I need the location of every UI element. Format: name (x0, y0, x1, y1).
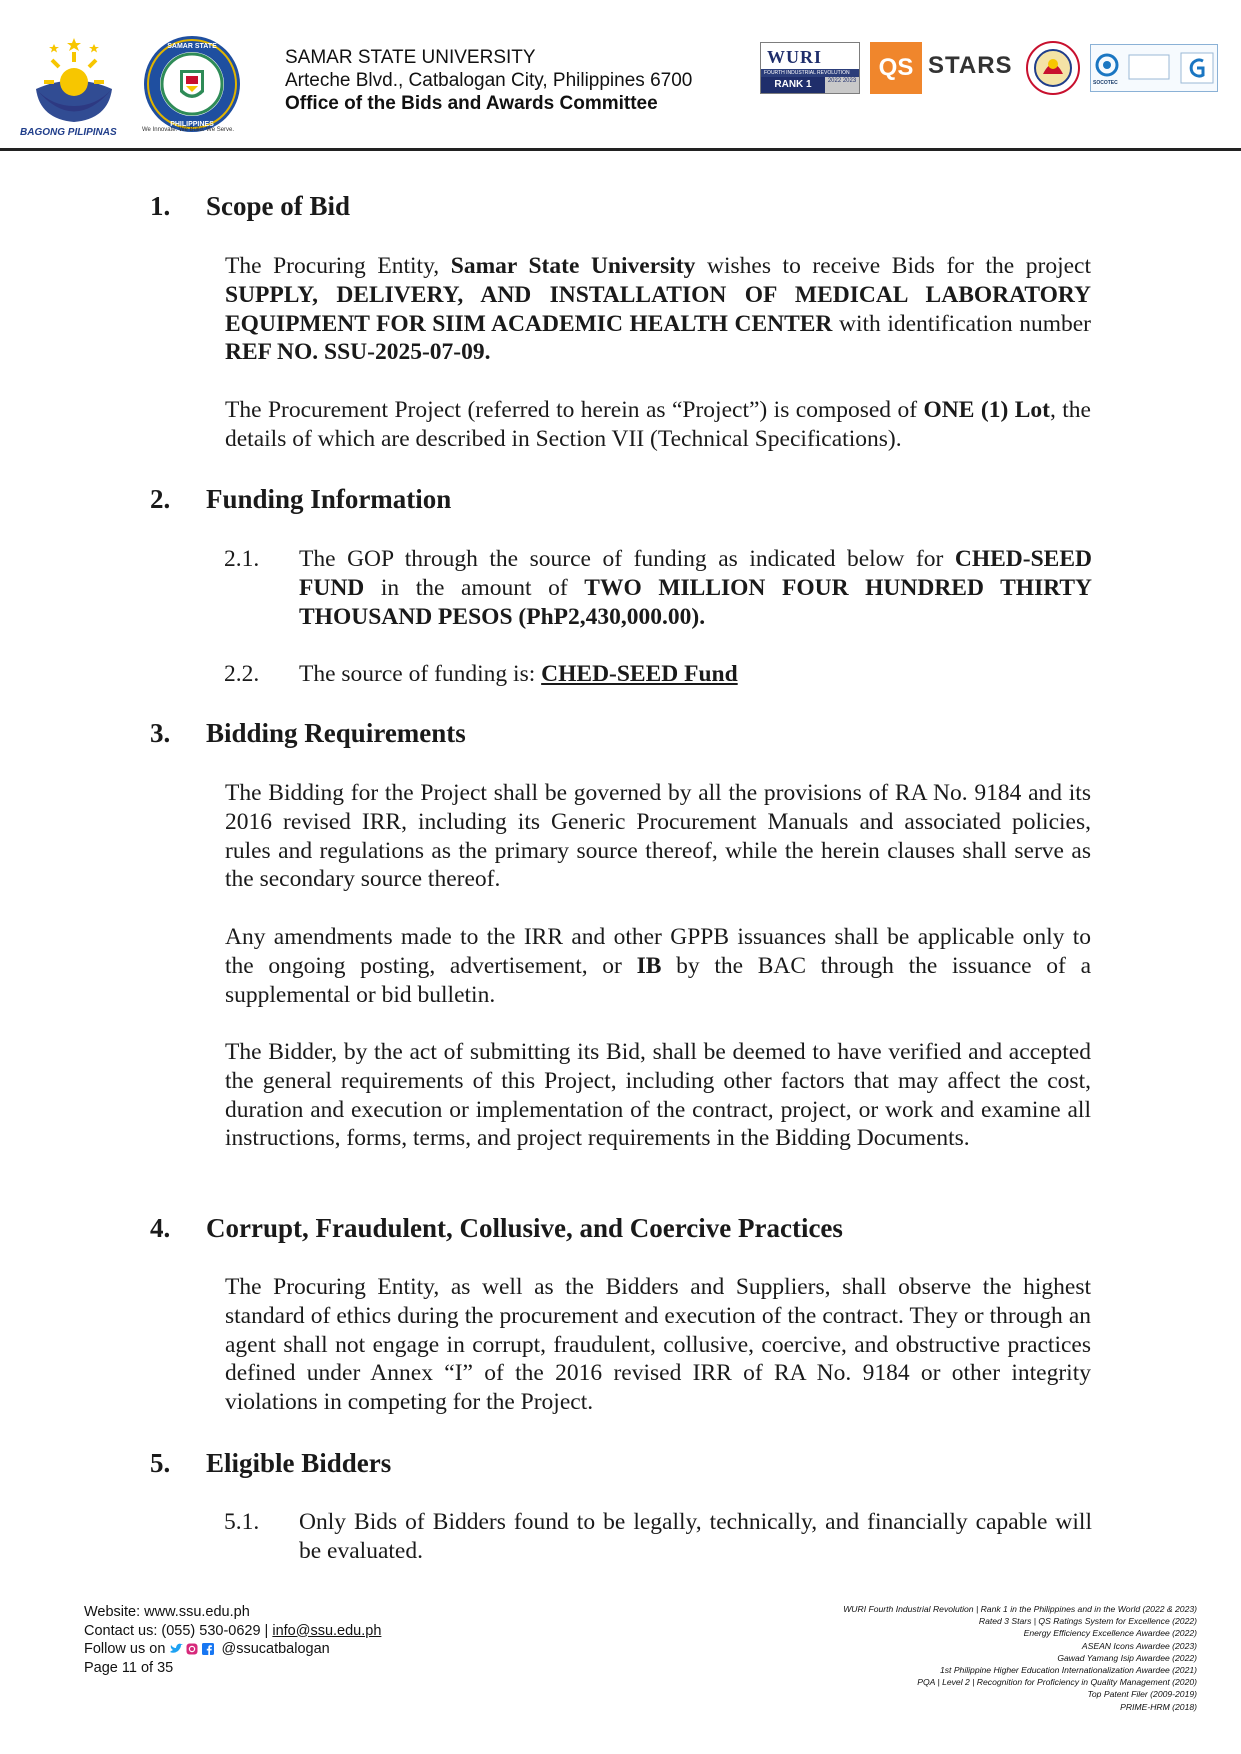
section-3-paragraph-3: The Bidder, by the act of submitting its Bid, shall be deemed to have verified and accepted the general requirements of this Project, including other factors that may affect the cost, duration and execution or implementation of the contract, project, or work and examine all instructions, forms, terms, and project requirements in the Bidding Documents. (225, 1039, 1091, 1152)
item-text (299, 545, 1092, 631)
item-number: 2.2. (224, 661, 260, 687)
bagong-pilipinas-label: BAGONG PILIPINAS (20, 127, 117, 138)
qs-stars-label: STARS (928, 52, 1013, 79)
item-2-1 (224, 545, 1092, 631)
office-name: Office of the Bids and Awards Committee (285, 93, 658, 114)
section-title: Funding Information (206, 484, 452, 514)
contact-email-link[interactable]: info@ssu.edu.ph (272, 1622, 382, 1639)
section-5-heading (150, 1448, 391, 1479)
bagong-pilipinas-logo (18, 34, 130, 138)
text-run: The Procurement Project (referred to herein as “Project”) is composed of (225, 397, 924, 423)
section-title: Bidding Requirements (206, 718, 466, 748)
wuri-years: 2022 2023 (825, 77, 859, 93)
text-run: in the amount of (364, 574, 585, 601)
award-line: PRIME-HRM (2018) (1120, 1701, 1197, 1712)
text-run: The GOP through the source of funding as indicated below for (299, 546, 955, 572)
footer-contact-line (84, 1622, 381, 1641)
follow-label: Follow us on (84, 1641, 170, 1657)
section-title: Corrupt, Fraudulent, Collusive, and Coercive Practices (206, 1213, 843, 1243)
footer-contact (84, 1603, 381, 1677)
university-address: Arteche Blvd., Catbalogan City, Philippines 6700 (285, 70, 693, 91)
text-run: , the details of which are described in Section VII (Technical Specifications). (225, 397, 1091, 452)
item-text (299, 660, 1092, 689)
fund-name: CHED-SEED FUND (299, 546, 1092, 601)
section-3-heading (150, 718, 466, 749)
qs-logo: QS (870, 42, 922, 94)
university-name: SAMAR STATE UNIVERSITY (285, 47, 536, 68)
award-seal-icon (1025, 40, 1081, 96)
section-4-paragraph-1: The Procuring Entity, as well as the Bidders and Suppliers, shall observe the highest standard of ethics during the procurement and execution of the contract. They or through an agent shall not engage in corrupt, fraudulent, collusive, coercive, and obstructive practices defined under Annex “I” of the 2016 revised IRR of RA No. 9184 or other integrity violations in competing for the Project. (225, 1274, 1091, 1416)
ib-term: IB (636, 952, 662, 979)
section-number: 2. (150, 484, 171, 514)
section-1-paragraph-2 (225, 396, 1091, 454)
footer-follow-line (84, 1640, 381, 1659)
lot-count: ONE (1) Lot (923, 397, 1050, 423)
svg-text:SAMAR STATE: SAMAR STATE (167, 43, 217, 50)
section-number: 5. (150, 1448, 171, 1478)
university-tagline: We Innovate. We Build. We Serve. (142, 127, 235, 133)
award-line: Rated 3 Stars | QS Ratings System for Excellence (2022) (978, 1616, 1197, 1627)
wuri-band: FOURTH INDUSTRIAL REVOLUTION (761, 69, 859, 77)
social-handle[interactable]: @ssucatbalogan (221, 1641, 330, 1657)
section-number: 4. (150, 1213, 171, 1243)
entity-name: Samar State University (450, 253, 696, 279)
award-line: Gawad Yamang Isip Awardee (2022) (1057, 1652, 1197, 1663)
certification-label: SOCOTEC (1093, 80, 1118, 86)
item-number: 5.1. (224, 1509, 260, 1535)
section-number: 3. (150, 718, 171, 748)
item-5-1 (224, 1508, 1092, 1566)
section-number: 1. (150, 191, 171, 221)
item-text: Only Bids of Bidders found to be legally, technically, and financially capable will be evaluated. (299, 1509, 1092, 1564)
wuri-logo-text: WURI (767, 47, 823, 67)
section-title: Eligible Bidders (206, 1448, 392, 1478)
award-line: ASEAN Icons Awardee (2023) (1081, 1640, 1197, 1651)
letterhead (0, 0, 1241, 150)
section-2-heading (150, 484, 451, 515)
reference-number: REF NO. SSU-2025-07-09. (225, 339, 491, 366)
item-number: 2.1. (224, 546, 260, 572)
award-line: WURI Fourth Industrial Revolution | Rank 1 in the Philippines and in the World (2022 & 2023) (843, 1604, 1197, 1614)
fund-amount: TWO MILLION FOUR HUNDRED THIRTY THOUSAND PESOS (PhP2,430,000.00). (299, 574, 1092, 630)
section-3-paragraph-2 (225, 923, 1091, 1009)
text-run: with identification number (832, 310, 1091, 337)
text-run: The Procuring Entity, (225, 253, 451, 279)
text-run: Any amendments made to the IRR and other GPPB issuances shall be applicable only to the ongoing posting, advertisement, or (225, 924, 1091, 979)
instagram-icon[interactable] (185, 1643, 199, 1655)
wuri-badge (760, 42, 860, 94)
text-run: wishes to receive Bids for the project (695, 253, 1092, 279)
text-run: The source of funding is: (299, 661, 542, 687)
section-4-heading (150, 1213, 843, 1244)
project-title: SUPPLY, DELIVERY, AND INSTALLATION OF MEDICAL LABORATORY EQUIPMENT FOR SIIM ACADEMIC HEALTH CENTER (225, 281, 1091, 337)
award-line: Energy Efficiency Excellence Awardee (2022) (1023, 1628, 1197, 1639)
section-title: Scope of Bid (206, 191, 351, 221)
award-line: Top Patent Filer (2009-2019) (1087, 1689, 1197, 1700)
footer-awards (757, 1603, 1197, 1713)
award-line: PQA | Level 2 | Recognition for Proficiency in Quality Management (2020) (917, 1677, 1197, 1688)
facebook-icon[interactable] (201, 1643, 215, 1655)
item-2-2 (224, 660, 1092, 689)
header-divider (0, 148, 1241, 151)
fund-source: CHED-SEED Fund (541, 661, 738, 687)
section-3-paragraph-1: The Bidding for the Project shall be governed by all the provisions of RA No. 9184 and its 2016 revised IRR, including its Generic Procurement Manuals and associated policies, rules and regulations as the primary source thereof, while the herein clauses shall serve as the secondary source thereof. (225, 780, 1091, 893)
award-line: 1st Philippine Higher Education Internationalization Awardee (2021) (939, 1665, 1197, 1676)
section-1-heading (150, 191, 350, 222)
contact-phone: Contact us: (055) 530-0629 | (84, 1622, 273, 1639)
section-1-paragraph-1 (225, 252, 1091, 367)
text-run: by the BAC through the issuance of a supplemental or bid bulletin. (225, 952, 1091, 1008)
twitter-icon[interactable] (169, 1643, 183, 1655)
footer-website: Website: www.ssu.edu.ph (84, 1604, 250, 1620)
ssu-seal-logo (142, 34, 242, 134)
page-number: Page 11 of 35 (84, 1659, 174, 1676)
university-header-text (285, 46, 692, 115)
wuri-rank: RANK 1 (761, 77, 825, 93)
svg-text:PHILIPPINES: PHILIPPINES (170, 121, 214, 128)
